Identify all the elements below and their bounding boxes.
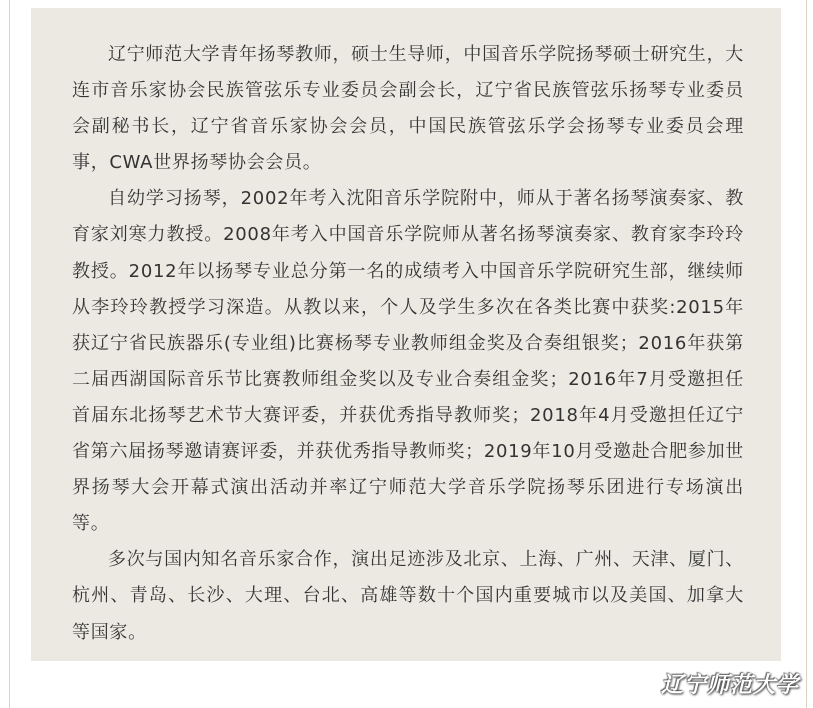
- university-watermark: 辽宁师范大学: [660, 673, 799, 698]
- paragraph-performances: 多次与国内知名音乐家合作，演出足迹涉及北京、上海、广州、天津、厦门、杭州、青岛、长沙、大理、台北、高雄等数十个国内重要城市以及美国、加拿大等国家。: [72, 549, 744, 643]
- right-border-line: [806, 0, 807, 708]
- biography-text: [72, 37, 744, 651]
- paragraph-intro: 辽宁师范大学青年扬琴教师，硕士生导师，中国音乐学院扬琴硕士研究生，大连市音乐家协会民族管弦乐专业委员会副会长，辽宁省民族管弦乐扬琴专业委员会副秘书长，辽宁省音乐家协会会员，中国民族管弦乐学会扬琴专业委员会理事，CWA世界扬琴协会会员。: [72, 44, 744, 174]
- paragraph-education: 自幼学习扬琴，2002年考入沈阳音乐学院附中，师从于著名扬琴演奏家、教育家刘寒力教授。2008年考入中国音乐学院师从著名扬琴演奏家、教育家李玲玲教授。2012年以扬琴专业总分第一名的成绩考入中国音乐学院研究生部，继续师从李玲玲教授学习深造。从教以来，个人及学生多次在各类比赛中获奖:2015年获辽宁省民族器乐(专业组)比赛杨琴专业教师组金奖及合奏组银奖；2016年获第二届西湖国际音乐节比赛教师组金奖以及专业合奏组金奖；2016年7月受邀担任首届东北扬琴艺术节大赛评委，并获优秀指导教师奖；2018年4月受邀担任辽宁省第六届扬琴邀请赛评委，并获优秀指导教师奖；2019年10月受邀赴合肥参加世界扬琴大会开幕式演出活动并率辽宁师范大学音乐学院扬琴乐团进行专场演出等。: [72, 188, 744, 535]
- left-border-line: [9, 0, 10, 708]
